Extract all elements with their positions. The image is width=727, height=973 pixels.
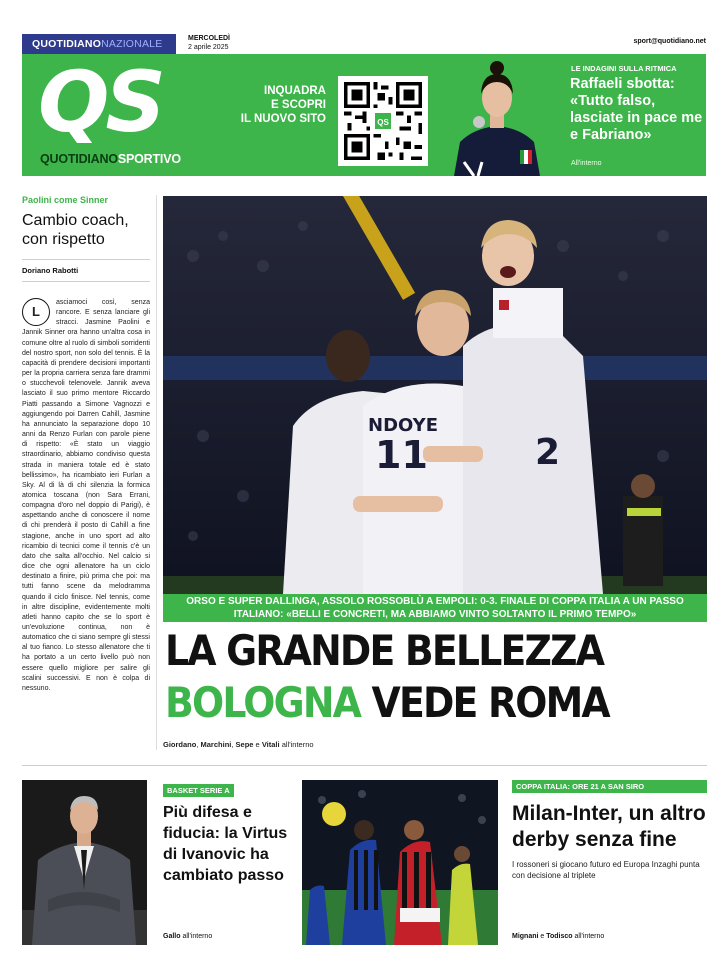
derby-photo[interactable] <box>302 780 498 945</box>
basket-ref <box>163 933 212 940</box>
side-headline[interactable]: Cambio coach, con rispetto <box>22 212 129 248</box>
brand-right: NAZIONALE <box>101 38 163 50</box>
side-article <box>22 195 150 288</box>
derby-summary: I rossoneri si giocano futuro ed Europa Inzaghi punta con decisione al triplete <box>512 860 700 880</box>
date-text: 2 aprile 2025 <box>188 44 229 51</box>
promo-line: IL NUOVO SITO <box>240 113 326 125</box>
athlete-photo[interactable] <box>434 54 560 176</box>
credit-sep: , <box>231 740 236 749</box>
jersey-name: NDOYE <box>368 415 438 436</box>
qr-code[interactable] <box>338 76 428 166</box>
derby-author: Todisco <box>546 933 573 940</box>
svg-text:2: 2 <box>535 432 561 473</box>
promo-line: INQUADRA <box>264 85 326 97</box>
logo-sub-a: QUOTIDIANO <box>40 152 118 166</box>
basket-kicker: BASKET SERIE A <box>163 784 234 797</box>
headline-rest: VEDE ROMA <box>371 678 609 727</box>
credit-author: Vitali <box>261 740 280 749</box>
dateline <box>188 34 230 52</box>
credit-author: Giordano <box>163 740 197 749</box>
derby-ref <box>512 933 604 940</box>
brand-tag[interactable] <box>22 34 176 54</box>
basket-ref-text: all'interno <box>182 933 213 940</box>
date-day: MERCOLEDÌ <box>188 35 230 42</box>
column-divider <box>156 195 157 750</box>
derby-headline[interactable]: Milan-Inter, un altro derby senza fine <box>512 802 706 851</box>
credit-suffix: all'interno <box>281 740 314 749</box>
derby-author: Mignani <box>512 933 539 940</box>
basket-article <box>163 780 293 886</box>
email-link[interactable]: sport@quotidiano.net <box>633 38 706 45</box>
main-headline-line2[interactable] <box>165 675 655 731</box>
derby-ref-text: all'interno <box>574 933 605 940</box>
main-credits <box>163 740 314 749</box>
coach-photo[interactable] <box>22 780 147 945</box>
svg-text:11: 11 <box>375 433 428 477</box>
qs-logo[interactable]: QS <box>38 54 162 151</box>
dropcap: L <box>22 298 50 326</box>
main-photo[interactable] <box>163 196 707 594</box>
headline-accent: BOLOGNA <box>165 678 361 727</box>
logo-sub-b: SPORTIVO <box>117 152 181 166</box>
qr-center-logo: QS <box>373 111 393 131</box>
main-headline-line1[interactable]: LA GRANDE BELLEZZA <box>165 626 604 675</box>
divider <box>22 259 150 260</box>
section-divider <box>22 765 707 766</box>
teaser-headline[interactable]: Raffaeli sbotta: «Tutto falso, lasciate in pace me e Fabriano» <box>570 76 703 143</box>
masthead <box>22 54 706 176</box>
brand-left: QUOTIDIANO <box>32 38 102 50</box>
basket-headline[interactable]: Più difesa e fiducia: la Virtus di Ivanovic ha cambiato passo <box>163 804 288 884</box>
credit-sep: e <box>253 740 262 749</box>
side-body <box>22 298 150 694</box>
derby-article <box>512 780 707 881</box>
credit-author: Sepe <box>235 740 254 749</box>
derby-author-join: e <box>538 933 547 940</box>
credit-sep: , <box>196 740 201 749</box>
promo-line: E SCOPRI <box>271 99 326 111</box>
celebration-image <box>163 196 707 594</box>
logo-subtitle <box>40 152 181 166</box>
side-body-text: asciamoci così, senza rancore. E senza lanciare gli stracci. Jasmine Paolini e Jannik Sinner ora hanno un'altra cosa in comune oltre al ruolo di simboli sorridenti del nostro sport, non solo del tennis. È la capacità di prendere decisioni importanti per la propria carriera senza fare drammi o stucchevoli telenovele. Jannik aveva lasciato il suo primo mentore Riccardo Piatti passando a Simone Vagnozzi e aggiungendo poi Darren Cahill, Jasmine ha annunciato la separazione dopo 10 anni da Renzo Furlan con parole piene di rispetto: «È stato un viaggio straordinario, abbiamo condiviso questa strada in maniera totale ed è stato bellissimo», ha ricambiato ieri Furlan a Sky. Al di là di chi silenzia la formica atomica toscana (non Sara Errani, compagna d'oro nel doppio di Parigi), è aspettando anche di conoscere il nome di chi prenderà il posto di Cahill a fine stagione, anche in uno sport ad alto ricambio di tecnici come il tennis c'è un dato che salta all'occhio. Nel calcio si dice che ogni allenatore ha un ciclo destinato a finire, più prima che poi: ma tutti fanno scene da melodramma quando il ciclo finisce. Nel tennis, come in altre discipline, evidentemente molti atleti hanno capito che se lo sport è un'evoluzione continua, non è automatico che ci siano sempre gli stessi al tuo fianco. Lo stesso allenatore che ti ha portato a un certo livello può non essere quello migliore per salire gli scalini successivi. E non è colpa di nessuno. <box>22 299 150 692</box>
teaser-ref: All'interno <box>571 160 602 167</box>
top-bar <box>22 34 706 54</box>
derby-kicker: COPPA ITALIA: ORE 21 A SAN SIRO <box>512 780 707 793</box>
site-promo <box>240 84 326 126</box>
teaser-kicker: LE INDAGINI SULLA RITMICA <box>571 64 677 73</box>
credit-author: Marchini <box>200 740 232 749</box>
side-kicker: Paolini come Sinner <box>22 195 109 205</box>
main-subhead: ORSO E SUPER DALLINGA, ASSOLO ROSSOBLÙ A EMPOLI: 0-3. FINALE DI COPPA ITALIA A UN PASSO ITALIANO: «BELLI E CONCRETI, MA ABBIAMO VINTO SOLTANTO IL PRIMO TEMPO» <box>163 594 707 622</box>
basket-author: Gallo <box>163 933 181 940</box>
divider <box>22 281 150 282</box>
side-author: Doriano Rabotti <box>22 266 79 275</box>
